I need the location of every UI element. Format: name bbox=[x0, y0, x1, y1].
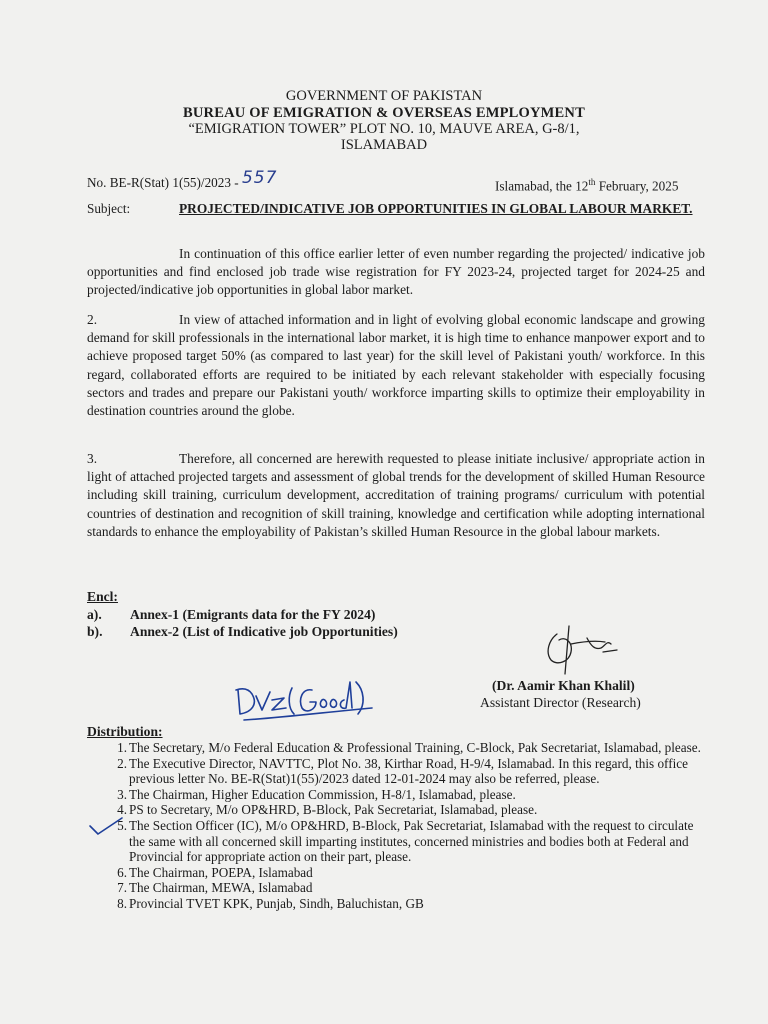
handwritten-note-image bbox=[228, 674, 378, 724]
handwritten-reference-number: 557 bbox=[241, 168, 278, 188]
letter-date bbox=[495, 173, 678, 195]
paragraph-1-text: In continuation of this office earlier letter of even number regarding the projected/ indicative job opportunities and find enclosed job trade wise registration for FY 2023-24, projected target for 2024-25 and projected/indicative job opportunities in global labor market. bbox=[87, 246, 705, 298]
date-prefix: Islamabad, the 12 bbox=[495, 178, 589, 194]
distribution-item-text: The Section Officer (IC), M/o OP&HRD, B-Block, Pak Secretariat, Islamabad with the request to circulate the same with all concerned skill imparting institutes, concerned ministries and bodies both at Federal and Provincial for appropriate action on their part, please. bbox=[129, 817, 694, 865]
distribution-item-text: The Secretary, M/o Federal Education & Professional Training, C-Block, Pak Secretariat, Islamabad, please. bbox=[129, 740, 701, 755]
enclosure-b-text: Annex-2 (List of Indicative job Opportunities) bbox=[130, 624, 398, 639]
subject-text: PROJECTED/INDICATIVE JOB OPPORTUNITIES IN GLOBAL LABOUR MARKET. bbox=[179, 201, 693, 216]
enclosure-b-marker: b). bbox=[87, 624, 103, 639]
distribution-item bbox=[85, 896, 707, 912]
header-city: ISLAMABAD bbox=[340, 137, 428, 153]
paragraph-3 bbox=[87, 450, 705, 541]
signatory-title: Assistant Director (Research) bbox=[480, 695, 641, 710]
reference-number bbox=[87, 168, 278, 192]
signatory-name: (Dr. Aamir Khan Khalil) bbox=[492, 678, 635, 693]
reference-number-text: No. BE-R(Stat) 1(55)/2023 - bbox=[87, 175, 239, 190]
distribution-item bbox=[85, 802, 707, 818]
paragraph-3-number: 3. bbox=[87, 451, 98, 466]
distribution-item bbox=[85, 865, 707, 881]
subject-label: Subject: bbox=[87, 201, 131, 216]
distribution-label: Distribution: bbox=[87, 724, 163, 739]
distribution-item-text: Provincial TVET KPK, Punjab, Sindh, Baluchistan, GB bbox=[129, 895, 424, 911]
distribution-item-text: The Chairman, Higher Education Commission, H-8/1, Islamabad, please. bbox=[129, 786, 516, 802]
paragraph-2-number: 2. bbox=[87, 312, 98, 327]
header-government: GOVERNMENT OF PAKISTAN bbox=[285, 88, 483, 104]
distribution-item bbox=[85, 818, 707, 865]
distribution-item-text: The Executive Director, NAVTTC, Plot No. 38, Kirthar Road, H-9/4, Islamabad. In this regard, this office previous letter No. BE-R(Stat)1(55)/2023 dated 12-01-2024 may also be referred, please. bbox=[129, 755, 688, 787]
distribution-item-number: 2. bbox=[117, 755, 127, 771]
distribution-item-text: PS to Secretary, M/o OP&HRD, B-Block, Pak Secretariat, Islamabad, please. bbox=[129, 802, 538, 818]
enclosure-label: Encl: bbox=[87, 589, 118, 604]
distribution-item-text: The Chairman, POEPA, Islamabad bbox=[129, 864, 313, 880]
distribution-item bbox=[85, 787, 707, 803]
distribution-item-text: The Chairman, MEWA, Islamabad bbox=[129, 880, 313, 896]
header-bureau: BUREAU OF EMIGRATION & OVERSEAS EMPLOYMENT bbox=[183, 105, 585, 121]
header-address: “EMIGRATION TOWER” PLOT NO. 10, MAUVE AREA, G-8/1, bbox=[188, 121, 580, 137]
distribution-item bbox=[85, 740, 707, 756]
distribution-item bbox=[85, 880, 707, 896]
distribution-item-number: 8. bbox=[117, 895, 127, 911]
distribution-item-number: 7. bbox=[117, 880, 127, 896]
distribution-item-number: 6. bbox=[117, 864, 127, 880]
checkmark-icon bbox=[86, 814, 126, 838]
date-suffix: February, 2025 bbox=[595, 178, 679, 194]
signature-image bbox=[535, 622, 625, 682]
distribution-item-number: 1. bbox=[117, 740, 127, 755]
enclosure-a-text: Annex-1 (Emigrants data for the FY 2024) bbox=[130, 607, 376, 622]
distribution-item-number: 3. bbox=[117, 786, 127, 802]
distribution-item-number: 5. bbox=[117, 817, 127, 833]
paragraph-3-text: Therefore, all concerned are herewith requested to please initiate inclusive/ appropriate action in light of attached projected targets and assessment of global trends for the development of skilled Human Resource including skill training, curriculum development, accreditation of training programs/ curriculum with potential countries of destination and recognition of skill training, knowledge and certification while adopting international standards to enhance the employability of Pakistan’s skilled Human Resource in the global labour markets. bbox=[87, 451, 705, 539]
paragraph-1 bbox=[87, 245, 705, 300]
paragraph-2 bbox=[87, 311, 705, 420]
paragraph-2-text: In view of attached information and in light of evolving global economic landscape and growing demand for skill professionals in the international labor market, it is high time to enhance manpower export and to achieve proposed target 50% (as compared to last year) for the skill level of Pakistani youth/ workforce. In this regard, collaborated efforts are required to be initiated by each relevant stakeholder with especially focusing sectors and trades and prepare our Pakistani youth/ workforce imparting skills to optimize their employability in destination countries around the globe. bbox=[87, 312, 705, 419]
distribution-item bbox=[85, 756, 707, 787]
distribution-item-number: 4. bbox=[117, 802, 127, 818]
enclosure-a-marker: a). bbox=[87, 607, 102, 622]
date-superscript: th bbox=[588, 177, 596, 187]
distribution-list bbox=[85, 740, 707, 912]
